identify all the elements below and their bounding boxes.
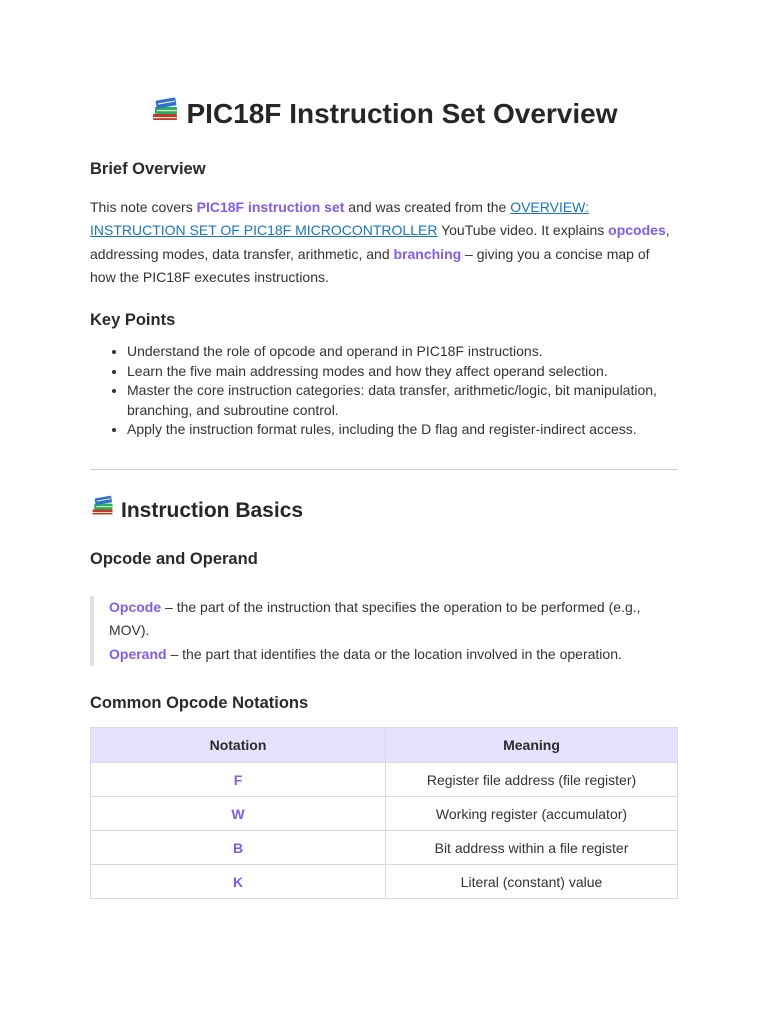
meaning-cell: Working register (accumulator) [386, 797, 678, 831]
list-item: • Apply the instruction format rules, including the D flag and register-indirect access. [127, 420, 687, 440]
table-header-row [91, 728, 678, 763]
section-heading [90, 494, 303, 529]
books-icon [90, 492, 115, 527]
brief-text: , addressing modes, data transfer, arithmetic, and [90, 222, 670, 262]
brief-overview-paragraph [90, 196, 678, 289]
notation-cell: F [91, 763, 386, 797]
list-item: • Understand the role of opcode and operand in PIC18F instructions. [127, 342, 687, 362]
notation-cell: B [91, 831, 386, 865]
opcode-operand-heading: Opcode and Operand [90, 550, 258, 568]
operand-term: Operand [109, 646, 167, 662]
operand-definition [109, 643, 678, 666]
list-item: • Learn the five main addressing modes and how they affect operand selection. [127, 362, 687, 382]
books-icon [150, 92, 180, 136]
page-title-text: PIC18F Instruction Set Overview [186, 98, 618, 129]
definitions-blockquote [90, 596, 678, 666]
table-row [91, 831, 678, 865]
topic-highlight: PIC18F instruction set [196, 199, 345, 215]
page-title [90, 92, 678, 138]
definition-text: – the part that identifies the data or the location involved in the operation. [166, 646, 622, 662]
brief-text: – giving you a concise map of how the PIC18F executes instructions. [90, 245, 650, 285]
column-header-notation: Notation [91, 728, 386, 763]
brief-text: and was created from the [344, 199, 511, 215]
brief-text: This note covers [90, 199, 197, 215]
notations-table [90, 727, 678, 899]
column-header-meaning: Meaning [386, 728, 678, 763]
table-row [91, 763, 678, 797]
branching-highlight: branching [393, 245, 462, 262]
opcode-term: Opcode [109, 599, 162, 615]
definition-text: – the part of the instruction that specifies the operation to be performed (e.g., MOV). [109, 599, 641, 638]
youtube-video-link[interactable]: OVERVIEW: INSTRUCTION SET OF PIC18F MICROCONTROLLER [90, 199, 590, 239]
brief-overview-heading: Brief Overview [90, 160, 206, 178]
table-row [91, 865, 678, 899]
meaning-cell: Register file address (file register) [386, 763, 678, 797]
opcode-definition [109, 596, 678, 642]
notation-cell: W [91, 797, 386, 831]
brief-text: YouTube video. It explains [437, 222, 609, 239]
notation-cell: K [91, 865, 386, 899]
common-notations-heading: Common Opcode Notations [90, 694, 309, 712]
key-points-heading: Key Points [90, 311, 176, 329]
table-row [91, 797, 678, 831]
key-points-list [90, 342, 687, 440]
section-divider [90, 469, 678, 470]
meaning-cell: Bit address within a file register [386, 831, 678, 865]
list-item: • Master the core instruction categories: data transfer, arithmetic/logic, bit manipulation, branching, and subroutine control. [127, 381, 687, 420]
opcodes-highlight: opcodes [608, 222, 666, 239]
section-heading-text: Instruction Basics [121, 499, 304, 523]
meaning-cell: Literal (constant) value [386, 865, 678, 899]
